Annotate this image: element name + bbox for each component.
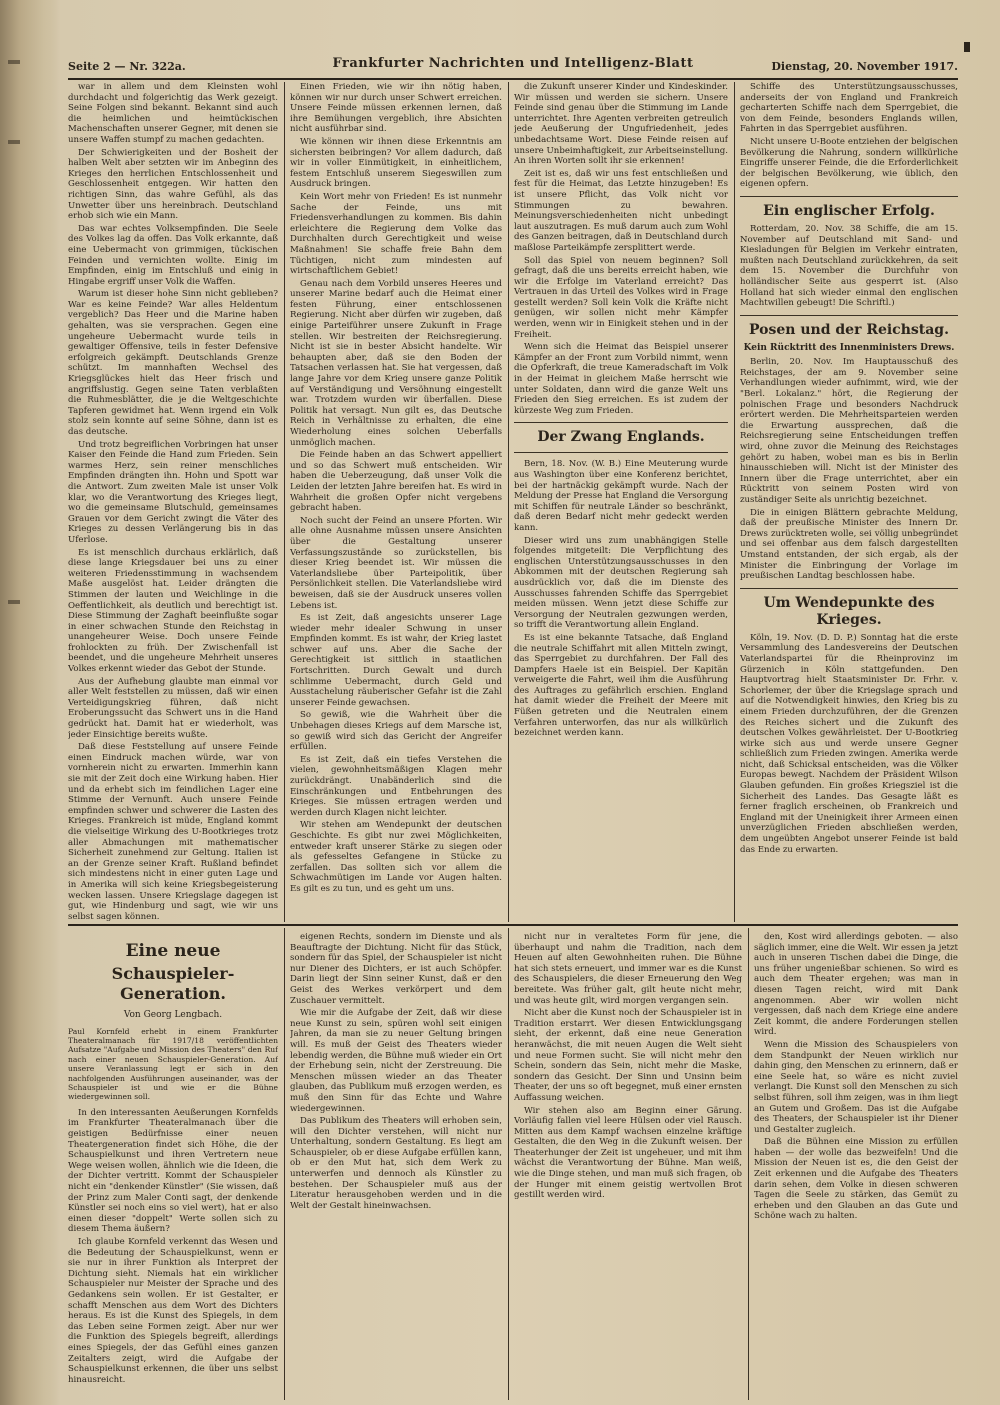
column-4 bbox=[740, 82, 958, 922]
paragraph: Nicht unsere U-Boote entziehen der belgischen Bevölkerung die Nahrung, sondern willkürliche Eingriffe unserer Feinde, die die Erforderlichkeit der belgischen Bevölkerung, wie üblich, den eigenen opfern. bbox=[740, 136, 958, 190]
headline-zwang-englands: Der Zwang Englands. bbox=[537, 429, 705, 446]
subheadline-drews: Kein Rücktritt des Innenministers Drews. bbox=[743, 342, 955, 353]
paragraph: Ich glaube Kornfeld verkennt das Wesen und die Bedeutung der Schauspielkunst, wenn er sie nur in ihrer Funktion als Interpret der Dichtung sieht. Niemals hat ein wirklicher Schauspieler nur Meister der Sprache und des Gedankens sein wollen. Er ist Gestalter, er schafft Menschen aus dem Wort des Dichters heraus. Es ist die Kunst des Spiegels, in dem das Leben seine Formen zeigt. Aber nur wer die Funktion des Spiegels begreift, allerdings eines Spiegels, der das Gefühl eines ganzen Zeitalters zeigt, wird die Aufgabe der Schauspielkunst erkennen, die über uns selbst hinausreicht. bbox=[68, 1236, 278, 1385]
issue-date: Dienstag, 20. November 1917. bbox=[771, 60, 958, 73]
column-divider bbox=[748, 928, 749, 1400]
paragraph: Wenn die Mission des Schauspielers von dem Standpunkt der Neuen wirklich nur dahin ging, den Menschen zu erinnern, daß er eine Seele hat, so wäre es nicht zuviel verlangt. Die Kunst soll den Menschen zu sich selbst führen, soll ihm zeigen, was in ihm liegt an Gutem und Großem. Das ist die Aufgabe des Theaters, der Schauspieler ist ihr Diener und Gestalter zugleich. bbox=[754, 1039, 958, 1135]
paragraph: Kein Wort mehr von Frieden! Es ist nunmehr Sache der Feinde, uns mit Friedensverhandlungen zu kommen. Bis dahin erleichtere die Regierung dem Volke das Durchhalten durch Gerechtigkeit und weise Maßnahmen! Sie schaffe freie Bahn dem Tüchtigen, nicht zum mindesten auf wirtschaftlichem Gebiet! bbox=[290, 191, 502, 277]
column-3-article bbox=[514, 459, 728, 738]
paragraph: Wie mir die Aufgabe der Zeit, daß wir diese neue Kunst zu sein, spüren wohl seit einigen Jahren, da man sie zu neuer Geltung bringen will. Es muß der Geist des Theaters wieder lebendig werden, die Bühne muß wieder ein Ort der Erhebung sein, nicht der Zerstreuung. Die Menschen müssen wieder an das Theater glauben, das Publikum muß erzogen werden, es muß den Sinn für das Echte und Wahre wiedergewinnen. bbox=[290, 1008, 502, 1114]
paragraph: nicht nur in veraltetes Form für jene, die überhaupt und nahm die Tradition, nach dem Heuen auf alten Gewohnheiten ruhen. Die Bühne hat sich stets erneuert, und immer war es die Kunst des Schauspielers, die dieser Erneuerung den Weg bereitete. Was früher galt, gilt heute nicht mehr, und was heute gilt, wird morgen vergangen sein. bbox=[514, 932, 742, 1006]
column-divider bbox=[508, 928, 509, 1400]
section-separator bbox=[740, 196, 958, 197]
page-number: Seite 2 — Nr. 322a. bbox=[68, 60, 186, 73]
paragraph: Köln, 19. Nov. (D. D. P.) Sonntag hat die erste Versammlung des Landesvereins der Deutschen Vaterlandspartei für die Rheinprovinz im Gürzenich in Köln stattgefunden. Den Hauptvortrag hielt Staatsminister Dr. Frhr. v. Schorlemer, der über die Kriegslage sprach und auf die Notwendigkeit hinwies, den Krieg bis zu einem Frieden durchzuführen, der die Grenzen des Reiches sichert und die Zukunft des deutschen Volkes gewährleistet. Der U-Bootkrieg wirke sich aus und werde unsere Gegner schließlich zum Frieden zwingen. Amerika werde nicht, daß Schicksal entscheiden, was die Völker Europas bewegt. Nachdem der Präsident Wilson Glauben gefunden. Ein großes Kriegsziel ist die Sicherheit des Landes. Das Gesagte läßt es ferner fraglich erscheinen, ob Frankreich und England mit der Uneinigkeit ihrer Armeen einen unverzüglichen Frieden abschließen werden, dem ungeübten Angebot unserer Feinde ist bald das Ende zu erwarten. bbox=[740, 632, 958, 855]
column-1 bbox=[68, 82, 278, 922]
column-3-text bbox=[514, 82, 728, 416]
paragraph: Schiffe des Unterstützungsausschusses, anderseits der von England und Frankreich gecharterten Schiffe nach dem Sperrgebiet, die von dem Feinde, besonders Englands willen, Fahrten in das Sperrgebiet ausführen. bbox=[740, 82, 958, 135]
column-divider bbox=[284, 82, 285, 922]
headline-englischer-erfolg: Ein englischer Erfolg. bbox=[763, 202, 935, 219]
paragraph: Der Schwierigkeiten und der Bosheit der halben Welt aber setzten wir im Anbeginn des Krieges den herrlichen Entschlossenheit und Geschlossenheit entgegen. Wir hatten den richtigen Sinn, das wahre Gefühl, als das Unwetter über uns hereinbrach. Deutschland erhob sich wie ein Mann. bbox=[68, 147, 278, 222]
paragraph: Es ist eine bekannte Tatsache, daß England die neutrale Schiffahrt mit allen Mitteln zwingt, das Sperrgebiet zu durchfahren. Der Fall des Dampfers Haele ist ein Beispiel. Der Kapitän verweigerte die Fahrt, weil ihm die Ausführung des Auftrages zu gefährlich erschien. England hat damit wieder die Freiheit der Meere mit Füßen getreten und die Neutralen einem Verfahren unterworfen, das nur als willkürlich bezeichnet werden kann. bbox=[514, 632, 728, 739]
paragraph: Das war echtes Volksempfinden. Die Seele des Volkes lag da offen. Das Volk erkannte, daß eine Uebermacht von grimmigen, tückischen Feinden und vernichten wollte. Einig im Empfinden, einig im Entschluß und einig in Hingabe ergriff unser Volk die Waffen. bbox=[68, 223, 278, 287]
paragraph: Dieser wird uns zum unabhängigen Stelle folgendes mitgeteilt: Die Verpflichtung des englischen Unterstützungsausschusses in den Abkommen mit der deutschen Regierung sah ausdrücklich vor, daß die im Dienste des Ausschusses fahrenden Schiffe das Sperrgebiet meiden müssen. Wenn jetzt diese Schiffe zur Versorgung der Neutralen gezwungen werden, so trifft die Verantwortung allein England. bbox=[514, 535, 728, 631]
feuilleton-column-3 bbox=[514, 932, 742, 1400]
paragraph: Und trotz begreiflichen Vorbringen hat unser Kaiser den Feinde die Hand zum Frieden. Sein warmes Herz, sein reiner menschliches Empfinden drängten ihn. Hohn und Spott war die Antwort. Zum zweiten Male ist unser Volk klar, wo die Verantwortung des Krieges liegt, wo die gemeinsame Blutschuld, gemeinsames Grauen vor dem Gericht zwingt die Väter des Krieges zu dessen Verlängerung bis in das Uferlose. bbox=[68, 439, 278, 545]
binding-edge bbox=[0, 0, 60, 1405]
section-separator bbox=[740, 315, 958, 316]
paragraph: Soll das Spiel von neuem beginnen? Soll gefragt, daß die uns bereits erreicht haben, wie wir die Erfolge im Vaterland erreicht? Das Vertrauen in das Urteil des Volkes wird in Frage gestellt werden? Soll kein Volk die Kräfte nicht genügen, wir sollen nicht mehr Kämpfer werden, wenn wir in Einigkeit stehen und in der Freiheit. bbox=[514, 255, 728, 340]
paragraph: Daß diese Feststellung auf unsere Feinde einen Eindruck machen würde, war von vornherein nicht zu erwarten. Immerhin kann sie mit der Zeit doch eine Wirkung haben. Hier und da erhebt sich im feindlichen Lager eine Stimme der Vernunft. Auch unsere Feinde empfinden schwer und schwerer die Lasten des Krieges. Frankreich ist müde, England kommt die vielseitige Wirkung des U-Bootkrieges trotz aller Abmachungen mit mathematischer Sicherheit zunehmend zur Geltung. Italien ist an der Grenze seiner Kraft. Rußland befindet sich mindestens nicht in einer guten Lage und in Amerika will sich keine Kriegsbegeisterung wecken lassen. Unsere Kriegslage dagegen ist gut, wie Hindenburg und sagt, wie wir uns selbst sagen können. bbox=[68, 742, 278, 922]
paragraph: Bern, 18. Nov. (W. B.) Eine Meuterung wurde aus Washington über eine Konferenz berichtet, bei der hartnäckig gekämpft wurde. Nach der Meldung der Presse hat England die Versorgung mit Schiffen für neutrale Länder so beschränkt, daß deren Bedarf nicht mehr gedeckt werden kann. bbox=[514, 459, 728, 533]
paragraph: Die Feinde haben an das Schwert appelliert und so das Schwert muß entscheiden. Wir haben die Ueberzeugung, daß unser Volk die Leiden der letzten Jahre bereifen hat. Es wird in Wahrheit die großen Opfer nicht vergebens gebracht haben. bbox=[290, 450, 502, 514]
feuilleton-column-2 bbox=[290, 932, 502, 1400]
section-separator bbox=[514, 422, 728, 423]
paragraph: In den interessanten Aeußerungen Kornfelds im Frankfurter Theateralmanach über die geistigen Bedürfnisse einer neuen Theatergeneration findet sich Höhe, die der Schauspielkunst und ihren Vertretern neue Wege weisen wollen, ähnlich wie die Ideen, die der Dichter vertritt. Kommt der Schauspieler nicht ein "denkender Künstler" (Sie wissen, daß der Prinz zum Maler Conti sagt, der denkende Künstler sei noch eins so viel wert), hat er also einen dieser "doppelt" Werte sollen sich zu diesem Thema äußern? bbox=[68, 1107, 278, 1235]
paragraph: Es ist menschlich durchaus erklärlich, daß diese lange Kriegsdauer bei uns zu einer weiteren Friedensstimmung in wachsendem Maße ausgelöst hat. Leider drängten die Stimmen der lauten und Weichlinge in die Oeffentlichkeit, als deutlich und berechtigt ist. Diese Stimmung der Zaghaft beeinflußte sogar in einer schwachen Stunde den Reichstag in unangeheurer Weise. Doch unsere Feinde frohlockten zu früh. Der Zwischenfall ist beendet, und die ungeheure Mehrheit unseres Volkes erkennt wieder das Gebot der Stunde. bbox=[68, 547, 278, 675]
paragraph: Es ist Zeit, daß angesichts unserer Lage wieder mehr idealer Schwung in unser Empfinden kommt. Es ist wahr, der Krieg lastet schwer auf uns. Aber die Sache der Gerechtigkeit ist sittlich in staatlichen Fortschritten. Durch Gewalt und durch schlimme Uebermacht, durch Geld und Ausstachelung räuberischer Gefahr ist die Zahl unserer Feinde gewachsen. bbox=[290, 613, 502, 708]
column-divider bbox=[508, 82, 509, 922]
paragraph: Wir stehen also am Beginn einer Gärung. Vorläufig fallen viel leere Hülsen oder viel Rausch. Mitten aus dem Kampf wachsen einzelne kräftige Gestalten, die den Weg in die Zukunft weisen. Der Theaterhunger der Zeit ist ungeheuer, und mit ihm wächst die Verantwortung der Bühne. Man weiß, wie die Dinge stehen, und man muß sich fragen, ob der Hunger mit einem geistig wertvollen Brot gestillt werden wird. bbox=[514, 1105, 742, 1201]
feuilleton-text-1 bbox=[68, 1108, 278, 1385]
article-intro: Paul Kornfeld erhebt in einem Frankfurter Theateralmanach für 1917/18 veröffentlichten Aufsatze "Aufgabe und Mission des Theaters" den Ruf nach einer neuen Schauspieler-Generation. Auf unsere Veranlassung legt er sich in den nachfolgenden Ausführungen auseinander, was der Schauspieler ist und wie er die Bühne wiedergewinnen soll. bbox=[68, 1026, 278, 1102]
section-rule bbox=[68, 924, 958, 926]
paragraph: Zeit ist es, daß wir uns fest entschließen und fest für die Heimat, das Letzte hinzugeben! Es ist unsere Pflicht, das Volk nicht vor Stimmungen zu bewahren. Meinungsverschiedenheiten nicht unbedingt laut auszutragen. Es muß darum auch zum Wohl des Ganzen beitragen, daß in Deutschland durch maßlose Parteikämpfe zersplittert werde. bbox=[514, 168, 728, 253]
paragraph: den, Kost wird allerdings geboten. — also säglich immer, eine die Welt. Wir essen ja jetzt auch in unseren Tischen dabei die Dinge, die uns früher ungenießbar schienen. So wird es auch dem Theater ergehen; was man in diesen Tagen reicht, wird mit Dank angenommen. Aber wir wollen nicht vergessen, daß nach dem Kriege eine andere Zeit kommt, die andere Forderungen stellen wird. bbox=[754, 932, 958, 1038]
column-divider bbox=[284, 928, 285, 1400]
section-separator bbox=[740, 588, 958, 589]
paragraph: Aus der Aufhebung glaubte man einmal vor aller Welt feststellen zu müssen, daß wir einen Verteidigungskrieg führen, daß nicht Eroberungssucht das Schwert uns in die Hand gedrückt hat. Damit hat er wiederholt, was jeder Einsichtige bereits wußte. bbox=[68, 676, 278, 740]
headline-posen-reichstag: Posen und der Reichstag. bbox=[749, 321, 949, 338]
paragraph: Die in einigen Blättern gebrachte Meldung, daß der preußische Minister des Innern Dr. Drews zurücktreten wolle, sei völlig unbegründet und sei offenbar aus dem falsch dargestellten Umstand entstanden, der sich ergab, als der Minister die Einbringung der Vorlage im preußischen Landtag beschlossen habe. bbox=[740, 507, 958, 582]
paragraph: Wir stehen am Wendepunkt der deutschen Geschichte. Es gibt nur zwei Möglichkeiten, entweder kraft unserer Stärke zu siegen oder als gefesseltes Gefangene in Stücke zu zerfallen. Das sollten sich vor allem die Schwachmütigen im Lande vor Augen halten. Es gilt es zu tun, und es geht um uns. bbox=[290, 820, 502, 894]
masthead: Frankfurter Nachrichten und Intelligenz-Blatt bbox=[332, 56, 694, 71]
paragraph: Wie können wir ihnen diese Erkenntnis am sichersten beibringen? Vor allem dadurch, daß wir in voller Einmütigkeit, in einheitlichem, festem Entschluß unserem Siegeswillen zum Ausdruck bringen. bbox=[290, 136, 502, 190]
paragraph: Genau nach dem Vorbild unseres Heeres und unserer Marine bedarf auch die Heimat einer festen Führung, einer entschlossenen Regierung. Nicht aber dürfen wir zugeben, daß einige Parteiführer unsere Zukunft in Frage stellen. Wir bestreiten der Reichsregierung. Nicht ist sie in bester Absicht handelte. Wir behaupten aber, daß sie den Boden der Tatsachen verlassen hat. Sie hat vergessen, daß lange Jahre vor dem Krieg unsere ganze Politik auf Verständigung und Versöhnung eingestellt war. Trotzdem wurden wir überfallen. Diese Politik hat versagt. Nun gilt es, das Deutsche Reich in Verhältnisse zu erhalten, die eine Wiederholung eines solchen Ueberfalls unmöglich machen. bbox=[290, 278, 502, 448]
paragraph: Rotterdam, 20. Nov. 38 Schiffe, die am 15. November auf Deutschland mit Sand- und Kiesladungen für Belgien im Verkehr eintraten, mußten nach Deutschland zurückkehren, da seit dem 15. November die Durchfuhr von holländischer Seite aus gesperrt ist. (Also Holland hat sich wieder einmal den englischen Machtwillen gebeugt! Die Schriftl.) bbox=[740, 223, 958, 309]
column-2 bbox=[290, 82, 502, 922]
paragraph: Einen Frieden, wie wir ihn nötig haben, können wir nur durch unser Schwert erreichen. Unsere Feinde müssen erkennen lernen, daß ihre Bemühungen vergeblich, ihre Absichten nicht ausführbar sind. bbox=[290, 82, 502, 135]
paragraph: Das Publikum des Theaters will erhoben sein, will den Dichter verstehen, will nicht nur Unterhaltung, sondern Gestaltung. Es liegt am Schauspieler, ob er diese Aufgabe erfüllen kann, ob er den Mut hat, sich dem Werk zu unterwerfen und dennoch als Künstler zu bestehen. Der Schauspieler muß aus der Literatur herausgehoben werden und in die Welt der Gestalt hineinwachsen. bbox=[290, 1116, 502, 1211]
binding-mark bbox=[8, 140, 20, 144]
paragraph: Warum ist dieser hohe Sinn nicht geblieben? War es keine Feinde? War alles Heldentum vergeblich? Das Heer und die Marine haben gehalten, was sie versprachen. Gegen eine ungeheure Uebermacht wurde teils in gewaltiger Offensive, teils in fester Defensive erfolgreich gekämpft. Deutschlands Grenze schützt. Im mannhaften Wechsel des Kriegsglückes hielt das Heer frisch und angriffslustig. Gegen seine Taten verblaßten die Ruhmesblätter, die je die Weltgeschichte Tapferen gewidmet hat. Wenn irgend ein Volk stolz sein konnte auf seine Söhne, dann ist es das deutsche. bbox=[68, 289, 278, 437]
paragraph: Es ist Zeit, daß ein tiefes Verstehen die vielen, gewohnheitsmäßigen Klagen mehr zurückdrängt. Unabänderlich sind die Einschränkungen und Entbehrungen des Krieges. Sie müssen ertragen werden und werden durch Klagen nicht leichter. bbox=[290, 754, 502, 818]
column-3 bbox=[514, 82, 728, 922]
article-title-line-1: Eine neue bbox=[125, 941, 221, 961]
paragraph: Noch sucht der Feind an unsere Pforten. Wir alle ohne Ausnahme müssen unsere Ansichten über die Gestaltung unserer Verfassungszustände so zurückstellen, bis dieser Krieg beendet ist. Wir müssen die Vaterlandsliebe über Parteipolitik, über Persönlichkeit stellen. Die Vaterlandsliebe wird beweisen, daß sie der Ausdruck unseres vollen Lebens ist. bbox=[290, 515, 502, 611]
paragraph: So gewiß, wie die Wahrheit über die Unbehagen dieses Kriegs auf dem Marsche ist, so gewiß wird sich das Gericht der Angreifer erfüllen. bbox=[290, 710, 502, 753]
binding-mark bbox=[8, 60, 20, 64]
paragraph: Berlin, 20. Nov. Im Hauptausschuß des Reichstages, der am 9. November seine Verhandlungen wieder aufnimmt, wird, wie der "Berl. Lokalanz." hört, die Regierung der polnischen Frage und besonders Nachdruck erörtert werden. Die Mehrheitsparteien werden die Erwartung aussprechen, daß die Reichsregierung seine Entscheidungen treffen wird, ohne zuvor die Meinung des Reichstages gehört zu haben, wobei man es bis in Berlin hinausschieben will. Nicht ist der Minister des Innern über die Frage unterrichtet, aber ein Rücktritt von seinem Posten wird von zuständiger Seite als unrichtig bezeichnet. bbox=[740, 357, 958, 505]
article-title-line-2: Schauspieler-Generation. bbox=[111, 964, 235, 1003]
corner-mark bbox=[964, 42, 970, 52]
paragraph: die Zukunft unserer Kinder und Kindeskinder. Wir müssen und werden sie sichern. Unsere Feinde sind genau über die Stimmung im Lande unterrichtet. Ihre Agenten verbreiten getreulich jede Aeußerung der Ungufriedenheit, jedes unbedachtsame Wort. Diese Feinde reisen auf unsere Unbeimhaftigkeit, zur Arbeitseinstellung. An ihren Worten sollt ihr sie erkennen! bbox=[514, 82, 728, 167]
binding-mark bbox=[8, 600, 20, 604]
page-header bbox=[68, 56, 958, 76]
paragraph: Daß die Bühnen eine Mission zu erfüllen haben — der wolle das bezweifeln! Und die Mission der Neuen ist es, die den Geist der Zeit erkennen und die Aufgabe des Theaters darin sehen, dem Volke in diesen schweren Tagen die Seele zu stärken, das Gemüt zu erheben und den Glauben an das Gute und Schöne wach zu halten. bbox=[754, 1137, 958, 1222]
column-divider bbox=[734, 82, 735, 922]
section-separator bbox=[514, 452, 728, 453]
headline-wendepunkt: Um Wendepunkte des Krieges. bbox=[763, 594, 935, 628]
article-englischer-erfolg bbox=[740, 224, 958, 309]
header-rule bbox=[68, 78, 958, 80]
paragraph: war in allem und dem Kleinsten wohl durchdacht und folgerichtig das Werk gezeigt. Seine Folgen sind bekannt. Bekannt sind auch die heimlichen und heimtückischen Machenschaften unserer Gegner, mit denen sie unsere Waffen stumpf zu machen gedachten. bbox=[68, 82, 278, 145]
feuilleton-column-4 bbox=[754, 932, 958, 1400]
article-wendepunkt bbox=[740, 633, 958, 855]
article-author: Von Georg Lengbach. bbox=[123, 1010, 223, 1020]
feuilleton-column-1 bbox=[68, 932, 278, 1400]
column-4-text bbox=[740, 82, 958, 190]
paragraph: eigenen Rechts, sondern im Dienste und als Beauftragte der Dichtung. Nicht für das Stück, sondern für das Spiel, der Schauspieler ist nicht nur Diener des Dichters, er ist auch Schöpfer. Darin liegt der Sinn seiner Kunst, daß er den Geist des Werkes verkörpert und dem Zuschauer vermittelt. bbox=[290, 932, 502, 1006]
article-posen-reichstag bbox=[740, 357, 958, 581]
paragraph: Wenn sich die Heimat das Beispiel unserer Kämpfer an der Front zum Vorbild nimmt, wenn die Opferkraft, die treue Kameradschaft im Volk in der Heimat in gleichem Maße herrscht wie unter Soldaten, dann wird die ganze Welt uns Frieden den Sieg erreichen. Es ist zudem der kürzeste Weg zum Frieden. bbox=[514, 342, 728, 416]
paragraph: Nicht aber die Kunst noch der Schauspieler ist in Tradition erstarrt. Wer diesen Entwicklungsgang sieht, der erkennt, daß eine neue Generation heranwächst, die mit neuen Augen die Welt sieht und neue Formen sucht. Sie will nicht mehr den Schein, sondern das Sein, nicht mehr die Maske, sondern das Gesicht. Der Sinn und Unsinn beim Theater, der uns so oft begegnet, muß einer ernsten Auffassung weichen. bbox=[514, 1008, 742, 1103]
